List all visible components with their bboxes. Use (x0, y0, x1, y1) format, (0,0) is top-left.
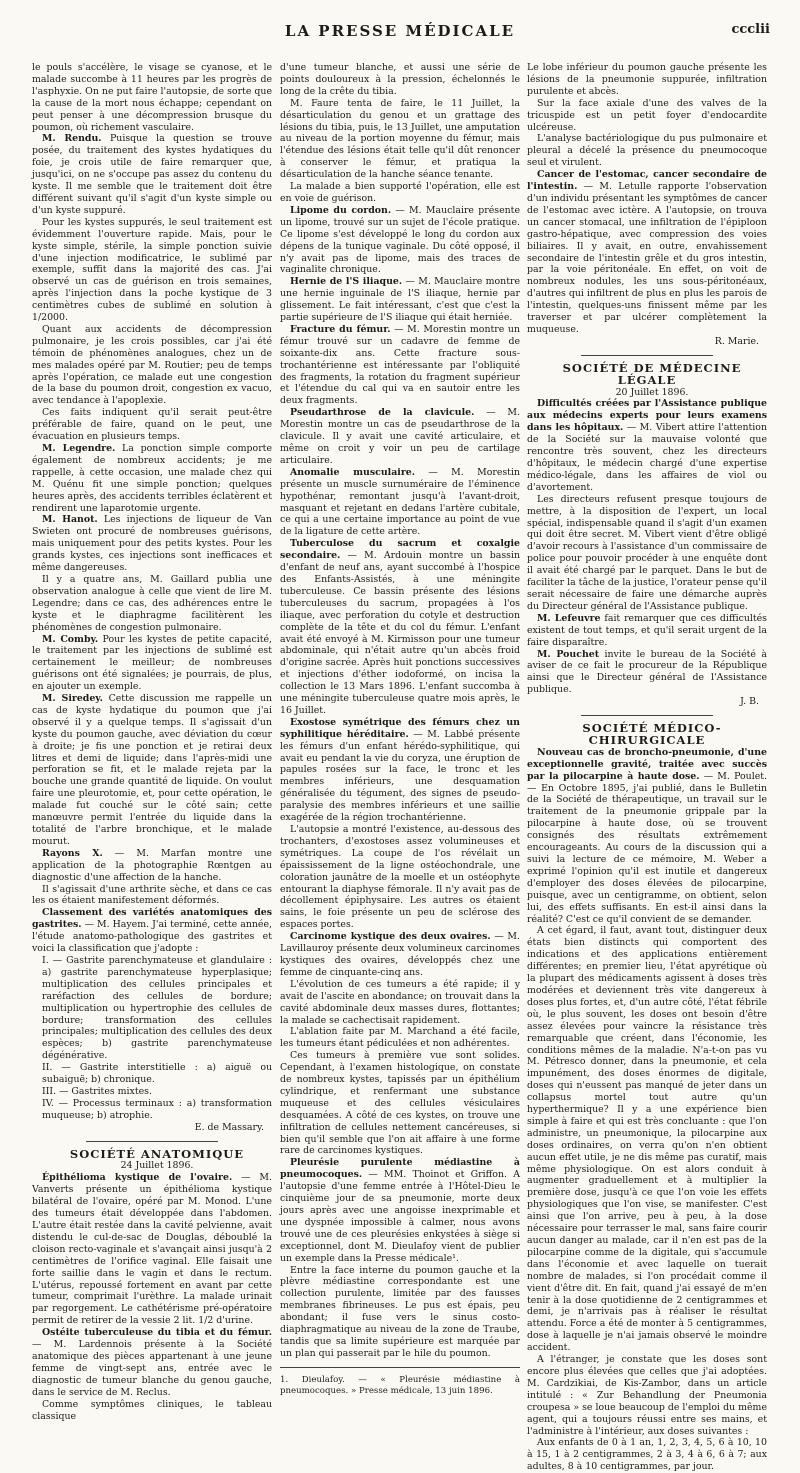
article-heading: Carcinome kystique des deux ovaires. (290, 931, 491, 943)
paragraph: L'ablation faite par M. Marchand a été facile, les tumeurs étant pédiculées et non adhérentes. (280, 1026, 520, 1050)
paragraph (32, 907, 272, 955)
section-date: 24 Juillet 1896. (120, 1160, 194, 1172)
paragraph-text: — M. Vanverts présente un épithélioma kystique bilatéral de l'ovaire, opéré par M. Monod. L'une des tumeurs était développée dans l'abdomen. L'autre était restée dans la cavité pelvienne, avait distendu le cul-de-sac de Douglas, déboublé la cloison recto-vaginale et s'avançait ainsi jusqu'à 2 centimètres de l'orifice vaginal. Elle faisait une forte saillie dans le vagin et dans le rectum. L'utérus, repoussé fortement en avant par cette tumeur, comprimait l'urèthre. La malade urinait par regorgement. Le cathétérisme pré-opératoire permit de retirer de la vessie 2 lit. 1/2 d'urine. (32, 1172, 272, 1327)
paragraph: A cet égard, il faut, avant tout, distinguer deux états bien distincts qui comportent des indications et des applications entièrement différentes; en premier lieu, l'état apyrétique où la plupart des médicaments agissent à doses très modérées et deviennent très vite dangereux à doses plus fortes, et, d'un autre côté, l'état fébrile où, le plus souvent, les doses ont besoin d'être assez élevées pour vaincre la résistance très remarquable que créent, dans l'économie, les conditions mêmes de la maladie. N'a-t-on pas vu M. Pétresco donner, dans la pneumonie, et cela impunément, des doses énormes de digitale, doses qui n'eussent pas manqué de jeter dans un collapsus mortel tout autre qu'un hyperthermique? Il y a une expérience bien simple à faire et qui est très concluante : que l'on administre, un pneumonique, la pilocarpine aux doses ordinaires, on verra qu'on n'en obtient aucun effet utile, je ne dis même pas curatif, mais même physiologique. On est alors conduit à augmenter graduellement et à multiplier la première dose, jusqu'à ce que l'on voie les effets physiologiques que l'on vise, se manifester. C'est ainsi que l'on arrive, peu à peu, à la dose nécessaire pour terrasser le mal, sans faire courir aucun danger au malade, car il n'en est pas de la pilocarpine comme de la digitale, qui s'accumule dans l'économie et avec laquelle on tuerait nombre de malades, si l'on procédait comme il vient d'être dit. En fait, quand j'ai essayé de m'en tenir à la dose quotidienne de 2 centigrammes et demi, je n'arrivais pas à réaliser le résultat attendu. Force a été de monter à 5 centigrammes, dose à laquelle je n'ai jamais observé le moindre accident. (527, 925, 767, 1354)
paragraph: L'évolution de ces tumeurs a été rapide; il y avait de l'ascite en abondance; on trouvait dans la cavité abdominale deux masses dures, flottantes; la malade se cachectisait rapidement. (280, 978, 520, 1026)
paragraph (280, 205, 520, 276)
paragraph (32, 1172, 272, 1327)
section-divider (86, 1141, 218, 1142)
paragraph (527, 747, 767, 926)
article-heading: Pleurésie purulente médiastine à pneumocoques. (280, 1157, 520, 1181)
paragraph (280, 538, 520, 717)
article-heading: Exostose symétrique des fémurs chez un syphilitique héréditaire. (280, 716, 520, 740)
author-signature: R. Marie. (714, 335, 759, 347)
speaker-name: M. Comby. (42, 633, 99, 645)
paragraph: La malade a bien supporté l'opération, elle est en voie de guérison. (280, 181, 520, 204)
paragraph-text: — M. Morestin présente un muscle surnuméraire de l'éminence hypothénar, remontant jusqu'à l'avant-droit, masquant et rejetant en dedans l'artère cubitale, ce qui a une certaine importance au point de vue de la ligature de cette artère. (280, 466, 520, 538)
list-item: IV. — Processus terminaux : a) transformation muqueuse; b) atrophie. (42, 1097, 272, 1121)
footnote: 1. Dieulafoy. — « Pleurésie médiastine à pneumocoques. » Presse médicale, 13 juin 1896. (280, 1374, 520, 1396)
paragraph: L'autopsie a montré l'existence, au-dessous des trochanters, d'exostoses assez volumineuses et symétriques. La coupe de l'os révélait un épaississement de la ligne ostéochondrale, une coloration jaunâtre de la moelle et un ostéophyte entourant la diaphyse fémorale. Il n'y avait pas de décollement épiphysaire. Les autres os étaient sains, le foie présente un peu de sclérose des espaces portes. (280, 824, 520, 931)
page-folio: ccclii (731, 22, 770, 37)
paragraph (32, 514, 272, 574)
journal-title: LA PRESSE MÉDICALE (284, 22, 516, 40)
speaker-name: M. Siredey. (42, 693, 103, 705)
paragraph (32, 634, 272, 694)
speaker-name: M. Rendu. (42, 133, 102, 145)
author-signature: E. de Massary. (194, 1121, 264, 1133)
paragraph: M. Faure tenta de faire, le 11 Juillet, la désarticulation du genou et un grattage des lésions du tibia, puis, le 13 Juillet, une amputation au niveau de la portion moyenne du fémur, mais l'étendue des lésions était telle qu'il dût renoncer à conserver le fémur, et pratiqua la désarticulation de la hanche séance tenante. (280, 97, 520, 181)
paragraph-text: — M. Lavillauroy présente deux volumineux carcinomes kystiques des ovaires, développés chez une femme de cinquante-cinq ans. (280, 931, 520, 978)
article-heading: Pseudarthrose de la clavicule. (290, 407, 475, 419)
column-middle (280, 62, 521, 1396)
paragraph: Aux enfants de 0 à 1 an, 1, 2, 3, 4, 5, 6 à 10, 10 à 15, 1 à 2 centigrammes, 2 à 3, 4 à 6, 6 à 7; aux adultes, 8 à 10 centigrammes, par jour. (527, 1437, 767, 1473)
paragraph (280, 1157, 520, 1264)
paragraph (527, 398, 767, 493)
paragraph (32, 443, 272, 514)
article-heading: Difficultés créées par l'Assistance publique aux médecins experts pour leurs examens dans les hôpitaux. (527, 398, 767, 434)
paragraph-text: — M. Poulet. — En Octobre 1895, j'ai publié, dans le Bulletin de la Société de thérapeutique, un travail sur le traitement de la pneumonie grippale par la pilocarpine à haute dose, où se trouvent consignés des résultats extrêmement encourageants. Au cours de la discussion qui a suivi la lecture de ce mémoire, M. Weber a exprimé l'opinion qu'il est inutile et dangereux d'employer des doses élevées de pilocarpine, puisque, avec un centigramme, on obtient, selon lui, des effets suffisants. En est-il ainsi dans la réalité? C'est ce qu'il convient de se demander. (527, 770, 767, 925)
paragraph (32, 848, 272, 884)
paragraph (527, 613, 767, 649)
paragraph: Quant aux accidents de décompression pulmonaire, je les crois possibles, car j'ai été témoin de phénomènes analogues, chez un de mes malades opéré par M. Routier; peu de temps après l'opération, ce malade eut une congestion de la base du poumon droit, congestion ex vacuo, avec tendance à l'apoplexie. (32, 323, 272, 407)
paragraph-text: — M. Labbé présente les fémurs d'un enfant hérédo-syphilitique, qui avait eu pendant la vie du coryza, une éruption de papules rosées sur la face, le tronc et les membres inférieurs, une desquamation généralisée du tégument, des signes de pseudo-paralysie des membres inférieurs et une saillie exagérée de la région trochantérienne. (280, 728, 521, 824)
article-heading: Fracture du fémur. (290, 323, 391, 335)
article-heading: Classement des variétés anatomiques des gastrites. (32, 907, 272, 931)
paragraph: Les directeurs refusent presque toujours de mettre, à la disposition de l'expert, un local spécial, indispensable quand il s'agit d'un examen qui doit être secret. M. Vibert vient d'être obligé d'avoir recours à l'assistance d'un commissaire de police pour pouvoir procéder à une enquête dont il avait été chargé par le parquet. Dans le but de faciliter la tâche de la justice, l'orateur pense qu'il serait nécessaire de faire une démarche auprès du Directeur général de l'Assistance publique. (527, 493, 767, 612)
paragraph (527, 649, 767, 697)
paragraph-text: — M. Letulle rapporte l'observation d'un individu présentant les symptômes de cancer de l'estomac avec ictère. A l'autopsie, on trouva un cancer stomacal, une infiltration de l'épiploon gastro-hépatique, avec compression des voies biliaires. Il y avait, en outre, envahissement secondaire de l'intestin grêle et du gros intestin, par la voie péritonéale. En effet, on voit de nombreux nodules, les uns sous-péritonéaux, d'autres qui infiltrent de plus en plus les parois de l'intestin, quelques-uns finissent même par les traverser et par ulcérer complètement la muqueuse. (527, 181, 767, 335)
paragraph-text: — M. Hayem. J'ai terminé, cette année, l'étude anatomo-pathologique des gastrites et voici la classification que j'adopte : (32, 919, 272, 955)
page-header (30, 22, 770, 44)
section-divider (581, 355, 713, 356)
article-heading: Tuberculose du sacrum et coxalgie secondaire. (280, 538, 520, 562)
paragraph: Ces faits indiquent qu'il serait peut-être préférable de faire, quand on le peut, une évacuation en plusieurs temps. (32, 407, 272, 443)
list-item: I. — Gastrite parenchymateuse et glandulaire : a) gastrite parenchymateuse hyperplasique; multiplication des cellules principales et raréfaction des cellules de bordure; multiplication ou hypertrophie des cellules de bordure; transformation des cellules principales; multiplication des cellules des deux espèces; b) gastrite parenchymateuse dégénérative. (42, 954, 272, 1062)
paragraph-text: — M. Mauclaire montre une hernie inguinale de l'S iliaque, hernie par glissement. Le fait intéressant, c'est que c'est la partie supérieure de l'S iliaque qui était herniée. (280, 276, 520, 324)
paragraph-text: Puisque la question se trouve posée, du traitement des kystes hydatiques du foie, je crois utile de faire remarquer que, jusqu'ici, on ne s'occupe pas assez du contenu du kyste. Il me semble que le traitement doit être différent suivant qu'il s'agit d'un kyste simple ou d'un kyste suppuré. (32, 133, 272, 216)
article-heading: Anomalie musculaire. (290, 466, 415, 478)
footnote-divider (280, 1367, 520, 1368)
paragraph-text: La ponction simple comporte également de nombreux accidents; je me rappelle, à cette occasion, une malade chez qui M. Quénu fit une simple ponction; quelques heures après, des accidents terribles éclatèrent et rendirent une laparotomie urgente. (32, 443, 272, 514)
section-title: SOCIÉTÉ MÉDICO-CHIRURGICALE (582, 721, 722, 747)
article-heading: Ostéite tuberculeuse du tibia et du fémur. (42, 1327, 272, 1339)
paragraph: Sur la face axiale d'une des valves de la tricuspide est un petit foyer d'endocardite ulcéreuse. (527, 97, 767, 133)
paragraph: A l'étranger, je constate que les doses sont encore plus élevées que celles que j'ai adoptées. M. Cardzikiai, de Kis-Zambor, dans un article intitulé : « Zur Behandlung der Pneumonia croupesa » se loue beaucoup de l'emploi du même agent, qui a toujours réussi entre ses mains, et l'administre à l'intérieur, aux doses suivantes : (527, 1354, 767, 1437)
paragraph-text: Pour les kystes de petite capacité, le traitement par les injections de sublimé est certainement le meilleur; de nombreuses guérisons ont été signalées; je pourrais, de plus, en ajouter un exemple. (32, 633, 272, 693)
list-item: II. — Gastrite interstitielle : a) aiguë ou subaiguë; b) chronique. (42, 1062, 272, 1086)
paragraph (280, 324, 520, 407)
list-item: III. — Gastrites mixtes. (42, 1085, 152, 1097)
paragraph-text: — M. Lardennois présente à la Société anatomique des pièces appartenant à une jeune femme de vingt-sept ans, entrée avec le diagnostic de tumeur blanche du genou gauche, dans le service de M. Reclus. (32, 1339, 272, 1398)
paragraph-text: invite le bureau de la Société à aviser de ce fait le procureur de la République ainsi que le Directeur général de l'Assistance publique. (527, 648, 767, 696)
paragraph: Pour les kystes suppurés, le seul traitement est évidemment l'ouverture rapide. Mais, pour le kyste simple, stérile, la simple ponction suivie d'une injection modificatrice, le sublimé par exemple, suffit dans la majorité des cas. J'ai observé un cas de guérison en trois semaines, après l'injection dans la poche kystique de 3 centimètres cubes de sublimé en solution à 1/2000. (32, 216, 272, 324)
column-left (32, 62, 272, 1422)
article-heading: Hernie de l'S iliaque. (290, 276, 403, 288)
paragraph (280, 276, 520, 324)
paragraph: Comme symptômes cliniques, le tableau classique (32, 1398, 272, 1422)
paragraph-text: — M. Ardouin montre un bassin d'enfant de neuf ans, ayant succombé à l'hospice des Enfants-Assistés, à une méningite tuberculeuse. Ce bassin présente des lésions tuberculeuses du sacrum, propagées à l'os iliaque, avec perforation du cotyle et destruction complète de la tête et du col du fémur. L'enfant avait été envoyé à M. Kirmisson pour une tumeur abdominale, qui n'était autre qu'un abcès froid d'origine sacrée. Après huit ponctions successives et injections d'éther iodoformé, on incisa la collection le 13 Mars 1896. L'enfant succomba à une méningite tuberculeuse quatre mois après, le 16 Juillet. (280, 550, 520, 716)
speaker-name: M. Hanot. (42, 514, 98, 526)
paragraph (32, 693, 272, 848)
section-title: SOCIÉTÉ ANATOMIQUE (69, 1146, 245, 1161)
paragraph: Il s'agissait d'une arthrite sèche, et dans ce cas les os étaient manifestement déformés. (32, 883, 272, 907)
paragraph: L'analyse bactériologique du pus pulmonaire et pleural a décelé la présence du pneumocoque seul et virulent. (527, 133, 767, 169)
paragraph (527, 169, 767, 336)
paragraph-text: — M. Morestin montre un cas de pseudarthrose de la clavicule. Il y avait une cavité articulaire, et même on croit y voir un peu de cartilage articulaire. (280, 407, 521, 466)
paragraph-text: fait remarquer que ces difficultés existent de tout temps, et qu'il serait urgent de la faire disparaître. (527, 612, 767, 648)
paragraph (32, 1327, 272, 1398)
paragraph: Ces tumeurs à première vue sont solides. Cependant, à l'examen histologique, on constate de nombreux kystes, tapissés par un épithélium cylindrique, et renfermant une substance muqueuse et des cellules vésiculaires desquamées. A côté de ces kystes, on trouve une infiltration de cellules nettement cancéreuses, si bien qu'il semble que l'on ait affaire à une forme rare de carcinomes kystiques. (280, 1050, 520, 1157)
paragraph (280, 931, 520, 979)
article-heading: Nouveau cas de broncho-pneumonie, d'une exceptionnelle gravité, traitée avec succès par la pilocarpine à haute dose. (527, 746, 767, 782)
article-heading: Cancer de l'estomac, cancer secondaire de l'intestin. (527, 169, 767, 193)
section-date: 20 Juillet 1896. (615, 386, 689, 398)
paragraph-text: — M. Mauclaire présente un lipome, trouvé sur un sujet de l'école pratique. Ce lipome s'est développé le long du cordon aux dépens de la tunique vaginale. Du côté opposé, il n'y avait pas de lipome, mais des traces de vaginalite chronique. (280, 204, 520, 276)
paragraph: d'une tumeur blanche, et aussi une série de points douloureux à la pression, échelonnés le long de la crête du tibia. (280, 62, 520, 97)
article-heading: Lipome du cordon. (290, 204, 392, 216)
paragraph (280, 407, 520, 467)
section-title: SOCIÉTÉ DE MÉDECINE LÉGALE (562, 360, 742, 387)
paragraph: Entre la face interne du poumon gauche et la plèvre médiastine correspondante est une collection purulente, limitée par des fausses membranes fibrineuses. Le pus est épais, peu abondant; il fuse vers le sinus costo-diaphragmatique au niveau de la zone de Traube, tandis que sa limite supérieure est marquée par un plan qui passerait par le hile du poumon. (280, 1264, 520, 1359)
paragraph: Il y a quatre ans, M. Gaillard publia une observation analogue à celle que vient de lire M. Legendre; dans ce cas, des adhérences entre le kyste et le diaphragme facilitèrent les phénomènes de congestion pulmonaire. (32, 573, 272, 633)
speaker-name: M. Legendre. (42, 443, 116, 454)
article-heading: Épithélioma kystique de l'ovaire. (42, 1172, 233, 1184)
speaker-name: M. Lefeuvre (537, 612, 601, 624)
column-right (527, 62, 767, 1473)
author-signature: J. B. (740, 696, 759, 708)
section-divider (581, 715, 713, 716)
paragraph: Le lobe inférieur du poumon gauche présente les lésions de la pneumonie suppurée, infiltration purulente et abcès. (527, 62, 767, 97)
paragraph-text: — M. Vibert attire l'attention de la Société sur la mauvaise volonté que rencontre très souvent, chez les directeurs d'hôpitaux, le médecin chargé d'une expertise médico-légale, dans les affaires de viol ou d'avortement. (527, 422, 767, 493)
paragraph-text: Les injections de liqueur de Van Swieten ont procuré de nombreuses guérisons, mais uniquement pour des petits kystes. Pour les grands kystes, ces injections sont inefficaces et même dangereuses. (32, 514, 272, 574)
speaker-name: M. Pouchet (537, 648, 600, 660)
paragraph (32, 133, 272, 216)
paragraph-text: — M. Marfan montre une application de la photographie Rœntgen au diagnostic d'une affection de la hanche. (32, 847, 272, 883)
paragraph: le pouls s'accélère, le visage se cyanose, et le malade succombe à 11 heures par les progrès de l'asphyxie. On ne put faire l'autopsie, de sorte que la cause de la mort nous échappe; cependant on peut penser à une décompression brusque du poumon, où richement vasculaire. (32, 62, 272, 133)
article-heading: Rayons X. (42, 847, 103, 859)
paragraph (280, 467, 520, 538)
paragraph-text: Cette discussion me rappelle un cas de kyste hydatique du poumon que j'ai observé il y a quelque temps. Il s'agissait d'un kyste du poumon gauche, avec déviation du cœur à droite; je fis une ponction et je retirai deux litres et demi de liquide; dans l'après-midi une perforation se fit, et le malade rejeta par la bouche une grande quantité de liquide. On voulut faire une pleurotomie, et, pour cette opération, le malade fut couché sur le côté sain; cette manœuvre permit l'entrée du liquide dans la totalité de l'arbre bronchique, et le malade mourut. (32, 693, 272, 847)
paragraph-text: — M. Morestin montre un fémur trouvé sur un cadavre de femme de soixante-dix ans. Cette fracture sous-trochantérienne est intéressante par l'obliquité des fragments, la rotation du fragment supérieur et l'étendue du cal qui va en sautoir entre les deux fragments. (280, 323, 520, 407)
paragraph (280, 717, 520, 824)
paragraph-text: — MM. Thoinot et Griffon. A l'autopsie d'une femme entrée à l'Hôtel-Dieu le cinquième jour de sa pneumonie, morte deux jours après avec une angoisse inexprimable et une dyspnée impossible à calmer, nous avons trouvé une de ces pleurésies enkystées à siège si exceptionnel, dont M. Dieulafoy vient de publier un exemple dans la Presse médicale¹. (280, 1169, 520, 1264)
